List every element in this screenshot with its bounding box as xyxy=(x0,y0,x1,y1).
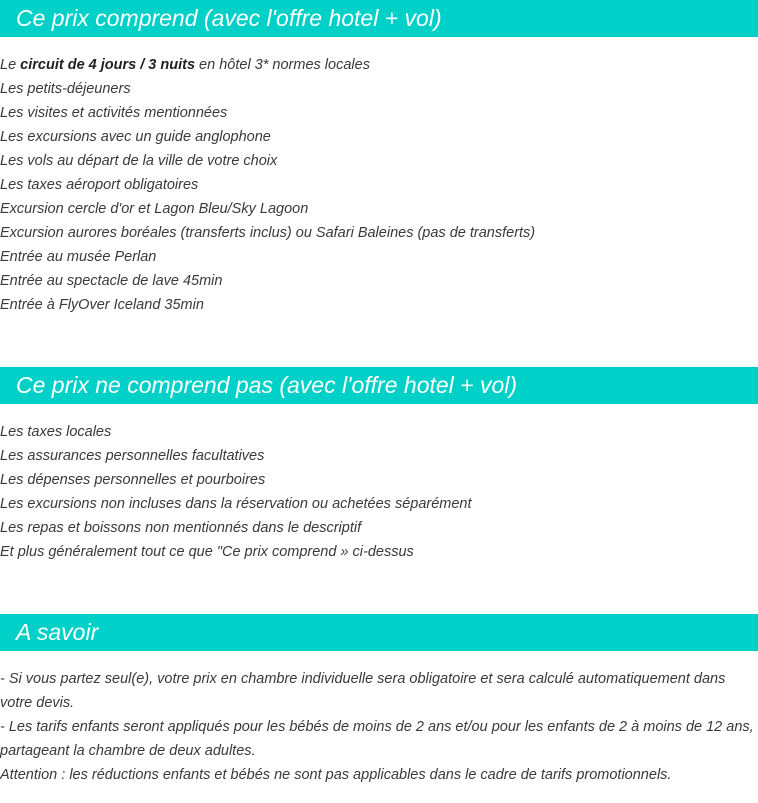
list-item: Les vols au départ de la ville de votre choix xyxy=(0,153,278,169)
list-item: Les visites et activités mentionnées xyxy=(0,105,228,121)
list-item: Les repas et boissons non mentionnés dans le descriptif xyxy=(0,520,362,536)
list-item: Les excursions avec un guide anglophone xyxy=(0,129,271,145)
list-item: Les assurances personnelles facultatives xyxy=(0,448,265,464)
item-bold: circuit de 4 jours / 3 nuits xyxy=(20,57,196,73)
section-header-excludes: Ce prix ne comprend pas (avec l'offre hotel + vol) xyxy=(0,367,758,404)
excludes-list xyxy=(0,420,758,564)
list-item: Excursion aurores boréales (transferts inclus) ou Safari Baleines (pas de transferts) xyxy=(0,225,536,241)
list-item: Les dépenses personnelles et pourboires xyxy=(0,472,266,488)
list-item: Les taxes locales xyxy=(0,424,112,440)
list-item: Excursion cercle d'or et Lagon Bleu/Sky Lagoon xyxy=(0,201,309,217)
info-paragraph-attention: Attention : les réductions enfants et bébés ne sont pas applicables dans le cadre de tarifs promotionnels. xyxy=(0,767,672,783)
list-item: Les taxes aéroport obligatoires xyxy=(0,177,199,193)
list-item: Entrée au spectacle de lave 45min xyxy=(0,273,223,289)
info-body xyxy=(0,667,758,787)
list-item: Les petits-déjeuners xyxy=(0,81,131,97)
info-paragraph-children: - Les tarifs enfants seront appliqués pour les bébés de moins de 2 ans et/ou pour les enfants de 2 à moins de 12 ans, partageant la chambre de deux adultes. xyxy=(0,719,754,759)
list-item: Et plus généralement tout ce que "Ce prix comprend » ci-dessus xyxy=(0,544,414,560)
list-item: Entrée à FlyOver Iceland 35min xyxy=(0,297,204,313)
section-header-includes: Ce prix comprend (avec l'offre hotel + vol) xyxy=(0,0,758,37)
list-item: Entrée au musée Perlan xyxy=(0,249,157,265)
list-item: Les excursions non incluses dans la réservation ou achetées séparément xyxy=(0,496,472,512)
item-prefix: Le xyxy=(0,57,21,73)
item-suffix: en hôtel 3* normes locales xyxy=(195,57,370,73)
section-header-info: A savoir xyxy=(0,614,758,651)
info-paragraph-solo: - Si vous partez seul(e), votre prix en chambre individuelle sera obligatoire et sera calculé automatiquement dans votre devis. xyxy=(0,671,726,711)
includes-list xyxy=(0,53,758,317)
list-item xyxy=(0,53,758,77)
